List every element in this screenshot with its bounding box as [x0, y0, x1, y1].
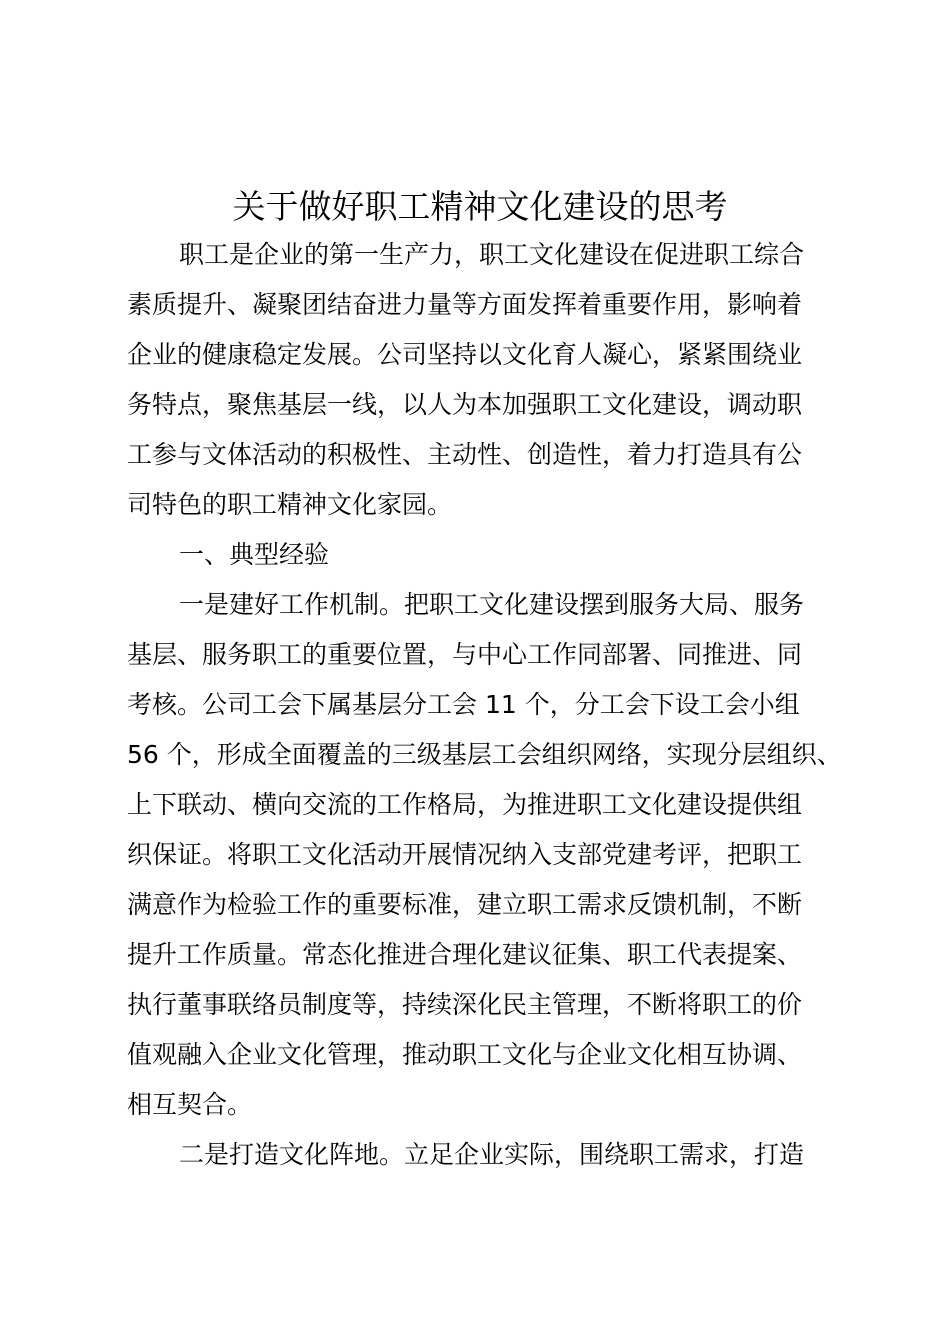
section-heading [127, 530, 847, 580]
document-body [127, 230, 847, 1180]
paragraph-line: 企业的健康稳定发展。公司坚持以文化育人凝心，紧紧围绕业 [127, 340, 803, 369]
paragraph-line: 基层、服务职工的重要位置，与中心工作同部署、同推进、同 [127, 640, 803, 669]
paragraph-line: 执行董事联络员制度等，持续深化民主管理，不断将职工的价 [127, 990, 803, 1019]
paragraph-line: 考核。公司工会下属基层分工会 11 个，分工会下设工会小组 [127, 690, 800, 719]
paragraph-line: 司特色的职工精神文化家园。 [127, 490, 453, 519]
paragraph-line: 值观融入企业文化管理，推动职工文化与企业文化相互协调、 [127, 1040, 803, 1069]
paragraph-line: 二是打造文化阵地。立足企业实际，围绕职工需求，打造 [179, 1140, 805, 1169]
paragraph-line: 务特点，聚焦基层一线，以人为本加强职工文化建设，调动职 [127, 390, 803, 419]
paragraph-line: 职工是企业的第一生产力，职工文化建设在促进职工综合 [179, 240, 805, 269]
paragraph-intro [127, 230, 847, 530]
paragraph-line: 56 个，形成全面覆盖的三级基层工会组织网络，实现分层组织、 [127, 740, 842, 769]
paragraph-work-mechanism [127, 580, 847, 1130]
paragraph-line: 一是建好工作机制。把职工文化建设摆到服务大局、服务 [179, 590, 805, 619]
heading-line: 一、典型经验 [179, 540, 330, 569]
document-title: 关于做好职工精神文化建设的思考 [232, 187, 728, 226]
paragraph-culture-base [127, 1130, 847, 1180]
paragraph-line: 相互契合。 [127, 1090, 253, 1119]
paragraph-line: 织保证。将职工文化活动开展情况纳入支部党建考评，把职工 [127, 840, 803, 869]
paragraph-line: 提升工作质量。常态化推进合理化建议征集、职工代表提案、 [127, 940, 803, 969]
paragraph-line: 素质提升、凝聚团结奋进力量等方面发挥着重要作用，影响着 [127, 290, 803, 319]
paragraph-line: 工参与文体活动的积极性、主动性、创造性，着力打造具有公 [127, 440, 803, 469]
paragraph-line: 满意作为检验工作的重要标准，建立职工需求反馈机制，不断 [127, 890, 803, 919]
paragraph-line: 上下联动、横向交流的工作格局，为推进职工文化建设提供组 [127, 790, 803, 819]
